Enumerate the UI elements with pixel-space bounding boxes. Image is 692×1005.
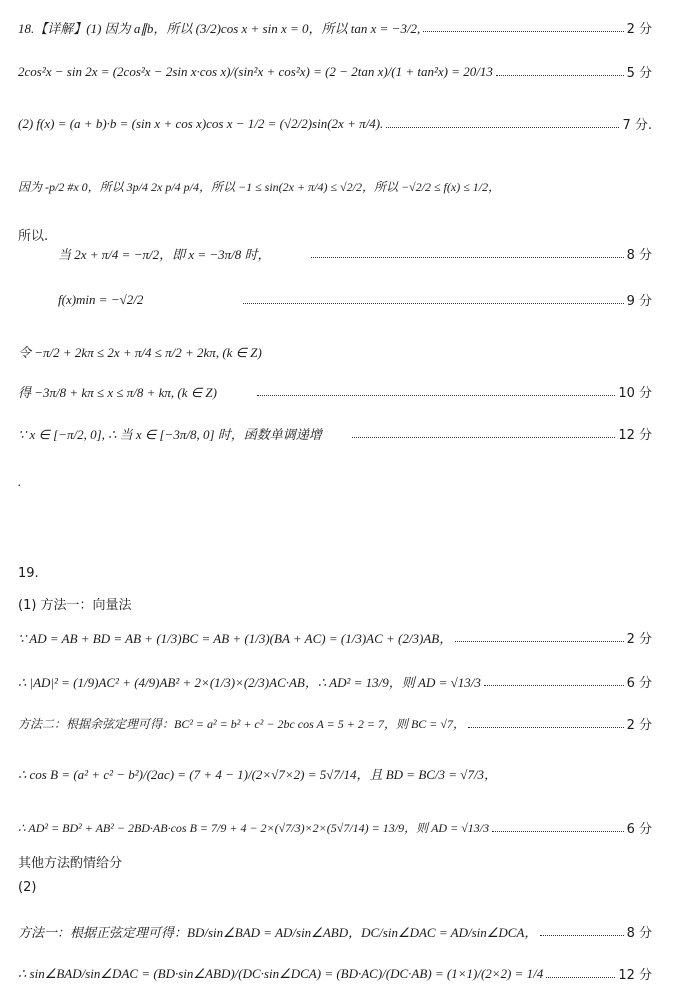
- question-number: 19.: [18, 566, 39, 581]
- section-header: (2): [18, 880, 37, 895]
- score: 8 分: [626, 926, 652, 941]
- q19-m1-line-1: [18, 628, 652, 647]
- line-text: 所以.: [18, 229, 49, 244]
- score: 8 分: [626, 248, 652, 263]
- q19-m2-line-2: [18, 764, 652, 783]
- dot-leader: [546, 977, 615, 978]
- dot-leader: [386, 127, 619, 128]
- dot-leader: [423, 31, 623, 32]
- score: 2 分: [626, 718, 652, 733]
- q18-line-7: [58, 290, 652, 309]
- line-text: ∵ x ∈ [−π/2, 0], ∴ 当 x ∈ [−3π/8, 0] 时，函数单调递增: [18, 427, 322, 442]
- dot-leader: [243, 303, 623, 304]
- section-header: (1) 方法一：向量法: [18, 598, 132, 613]
- q19-other-methods: [18, 852, 652, 871]
- line-text: 方法一：根据正弦定理可得：BD/sin∠BAD = AD/sin∠ABD，DC/sin∠DAC = AD/sin∠DCA，: [18, 925, 538, 940]
- q18-line-2: [18, 62, 652, 81]
- score: 9 分: [626, 294, 652, 309]
- line-text: 方法二：根据余弦定理可得：BC² = a² = b² + c² − 2bc cos A = 5 + 2 = 7，则 BC = √7，: [18, 717, 465, 731]
- dot-leader: [455, 641, 623, 642]
- line-text: 得 −3π/8 + kπ ≤ x ≤ π/8 + kπ, (k ∈ Z): [18, 385, 217, 400]
- q18-dot: [18, 474, 652, 490]
- score: 7 分.: [622, 118, 652, 133]
- dot-leader: [492, 831, 623, 832]
- line-text: 令 −π/2 + 2kπ ≤ 2x + π/4 ≤ π/2 + 2kπ, (k ∈ Z): [18, 345, 262, 360]
- score: 6 分: [626, 676, 652, 691]
- line-text: ∴ cos B = (a² + c² − b²)/(2ac) = (7 + 4 − 1)/(2×√7×2) = 5√7/14，且 BD = BC/3 = √7/3，: [18, 767, 498, 782]
- dot-leader: [257, 395, 615, 396]
- q18-line-6: [58, 244, 652, 263]
- line-text: ∴ AD² = BD² + AB² − 2BD·AB·cos B = 7/9 + 4 − 2×(√7/3)×2×(5√7/14) = 13/9，则 AD = √13/3: [18, 821, 490, 835]
- line-text: ∴ sin∠BAD/sin∠DAC = (BD·sin∠ABD)/(DC·sin∠DCA) = (BD·AC)/(DC·AB) = (1×1)/(2×2) = 1/4: [18, 965, 544, 981]
- score: 12 分: [618, 968, 652, 983]
- q18-line-1: [18, 18, 652, 37]
- q19-m1-line-2: [18, 672, 652, 691]
- line-text: ∵ AD = AB + BD = AB + (1/3)BC = AB + (1/3)(BA + AC) = (1/3)AC + (2/3)AB，: [18, 631, 453, 646]
- q19-number: [18, 566, 652, 581]
- q18-line-3: [18, 114, 652, 133]
- q19-p2-line-1: [18, 922, 652, 941]
- q18-line-8: [18, 342, 652, 361]
- line-text: .: [18, 474, 22, 489]
- line-text: (2) f(x) = (a + b)·b = (sin x + cos x)cos x − 1/2 = (√2/2)sin(2x + π/4).: [18, 115, 384, 131]
- q19-part2-header: [18, 880, 652, 895]
- line-text: 2cos²x − sin 2x = (2cos²x − 2sin x·cos x)/(sin²x + cos²x) = (2 − 2tan x)/(1 + tan²x) = 20/13: [18, 63, 493, 79]
- dot-leader: [468, 727, 624, 728]
- q18-line-5: [18, 225, 652, 244]
- dot-leader: [352, 437, 616, 438]
- score: 2 分: [626, 632, 652, 647]
- q18-line-4: [18, 178, 652, 195]
- score: 2 分: [626, 22, 652, 37]
- score: 5 分: [626, 66, 652, 81]
- line-text: 因为 -p/2 #x 0，所以 3p/4 2x p/4 p/4，所以 −1 ≤ sin(2x + π/4) ≤ √2/2，所以 −√2/2 ≤ f(x) ≤ 1/2，: [18, 180, 501, 194]
- q19-part1-header: [18, 594, 652, 613]
- dot-leader: [540, 935, 623, 936]
- line-text: f(x)min = −√2/2: [58, 291, 144, 307]
- score: 6 分: [626, 822, 652, 837]
- dot-leader: [311, 257, 624, 258]
- line-text: 当 2x + π/4 = −π/2，即 x = −3π/8 时，: [58, 247, 271, 262]
- q18-line-9: [18, 382, 652, 401]
- q19-m2-line-3: [18, 818, 652, 837]
- dot-leader: [496, 75, 624, 76]
- q19-p2-line-2: [18, 964, 652, 983]
- q18-line-10: [18, 424, 652, 443]
- score: 12 分: [618, 428, 652, 443]
- dot-leader: [484, 685, 624, 686]
- q19-m2-line-1: [18, 714, 652, 733]
- score: 10 分: [618, 386, 652, 401]
- line-text: ∴ |AD|² = (1/9)AC² + (4/9)AB² + 2×(1/3)×(2/3)AC·AB，∴ AD² = 13/9，则 AD = √13/3: [18, 675, 481, 690]
- line-text: 18.【详解】(1) 因为 a∥b，所以 (3/2)cos x + sin x = 0，所以 tan x = −3/2,: [18, 21, 421, 36]
- note-text: 其他方法酌情给分: [18, 856, 123, 871]
